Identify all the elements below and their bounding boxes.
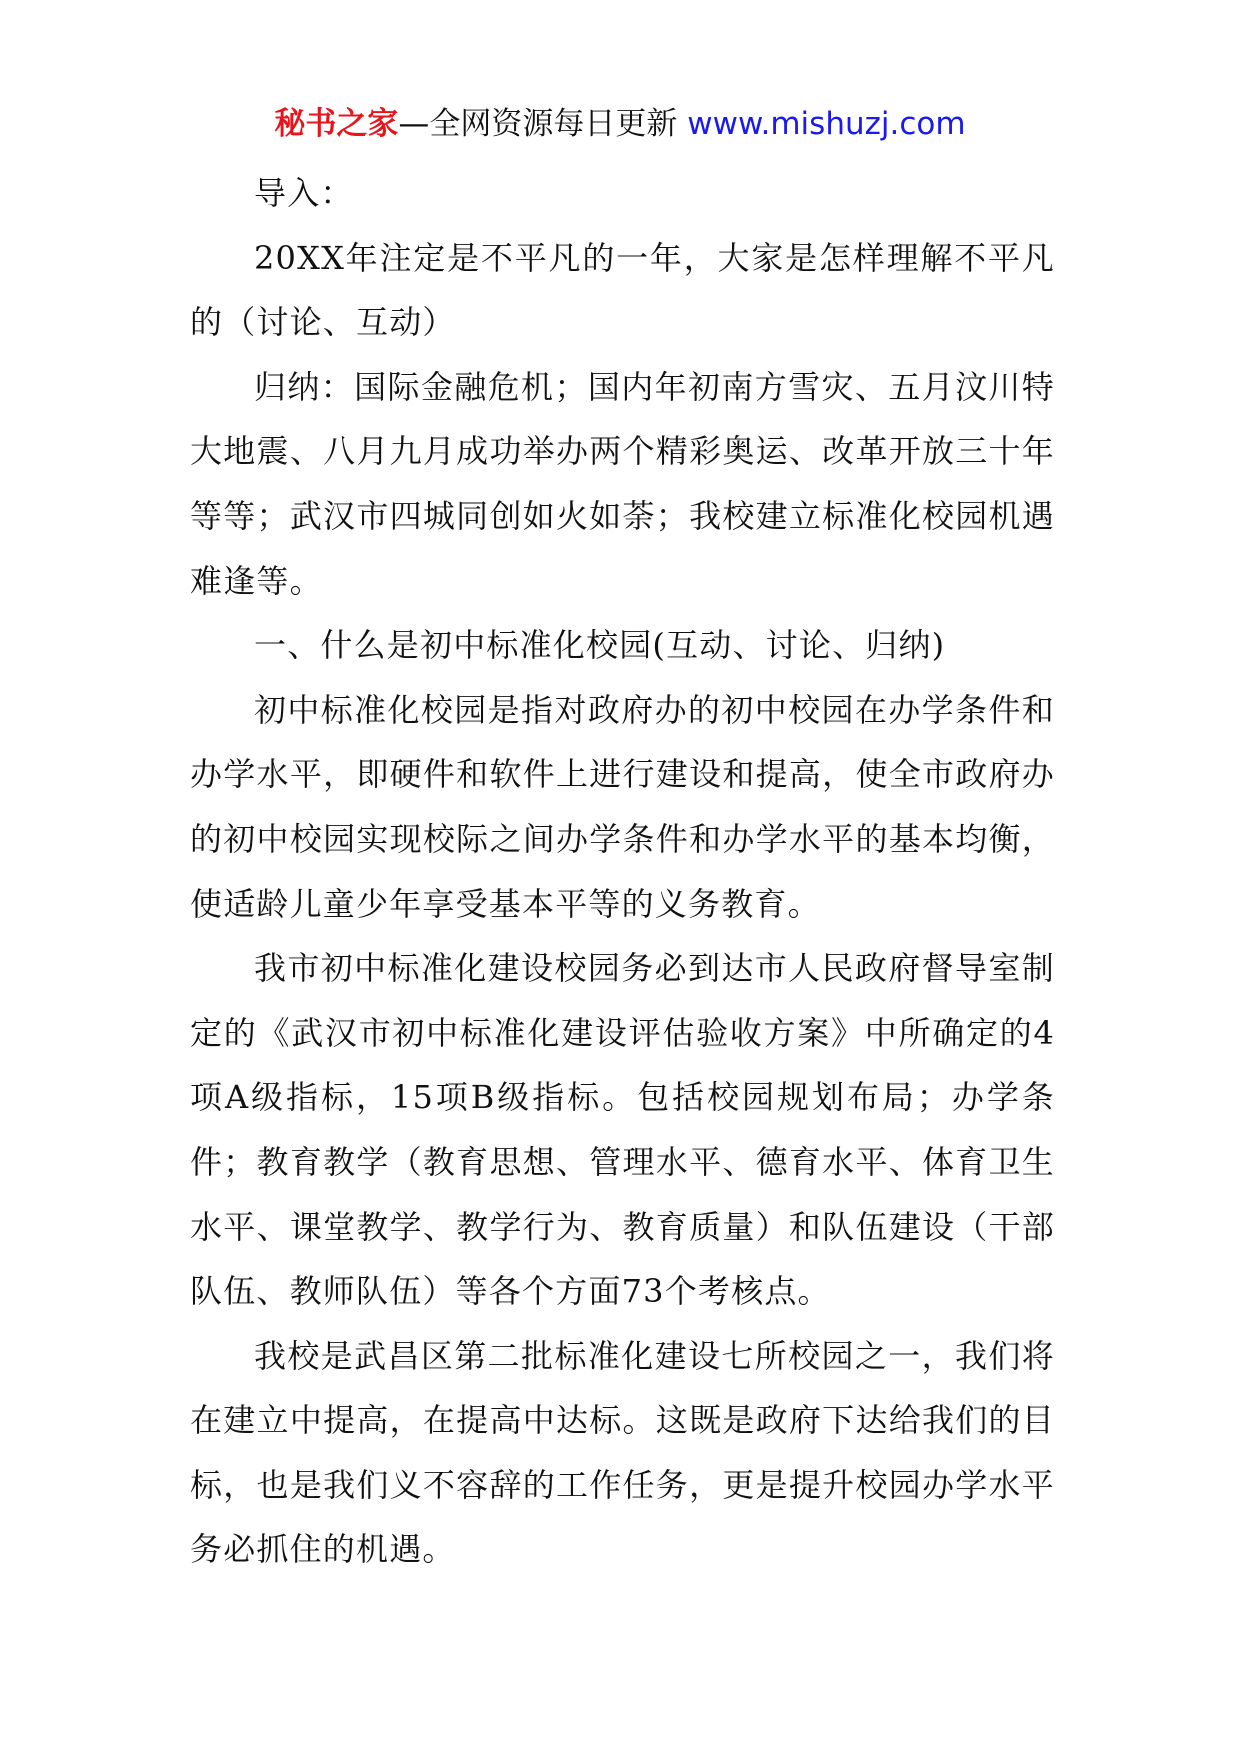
paragraph-definition: 初中标准化校园是指对政府办的初中校园在办学条件和办学水平，即硬件和软件上进行建设和提高，使全市政府办的初中校园实现校际之间办学条件和办学水平的基本均衡，使适龄儿童少年享受基本平等的义务教育。: [190, 690, 1055, 923]
paragraph-intro-question: 20XX年注定是不平凡的一年，大家是怎样理解不平凡的（讨论、互动）: [190, 238, 1055, 342]
site-url-link[interactable]: www.mishuzj.com: [687, 106, 966, 142]
section-heading-1: 一、什么是初中标准化校园(互动、讨论、归纳): [254, 626, 946, 665]
site-header: [0, 100, 1240, 148]
brand-name: 秘书之家: [274, 106, 399, 142]
header-tagline: —全网资源每日更新: [398, 106, 688, 142]
paragraph-intro-label: 导入：: [254, 174, 354, 212]
paragraph-requirements: 我市初中标准化建设校园务必到达市人民政府督导室制定的《武汉市初中标准化建设评估验收方案》中所确定的4项A级指标，15项B级指标。包括校园规划布局；办学条件；教育教学（教育思想、管理水平、德育水平、体育卫生水平、课堂教学、教学行为、教育质量）和队伍建设（干部队伍、教师队伍）等各个方面73个考核点。: [190, 949, 1055, 1311]
paragraph-school-goal: 我校是武昌区第二批标准化建设七所校园之一，我们将在建立中提高，在提高中达标。这既是政府下达给我们的目标，也是我们义不容辞的工作任务，更是提升校园办学水平务必抓住的机遇。: [190, 1336, 1055, 1569]
document-body: [190, 161, 1055, 1582]
paragraph-summary: 归纳：国际金融危机；国内年初南方雪灾、五月汶川特大地震、八月九月成功举办两个精彩奥运、改革开放三十年等等；武汉市四城同创如火如荼；我校建立标准化校园机遇难逢等。: [190, 367, 1055, 600]
